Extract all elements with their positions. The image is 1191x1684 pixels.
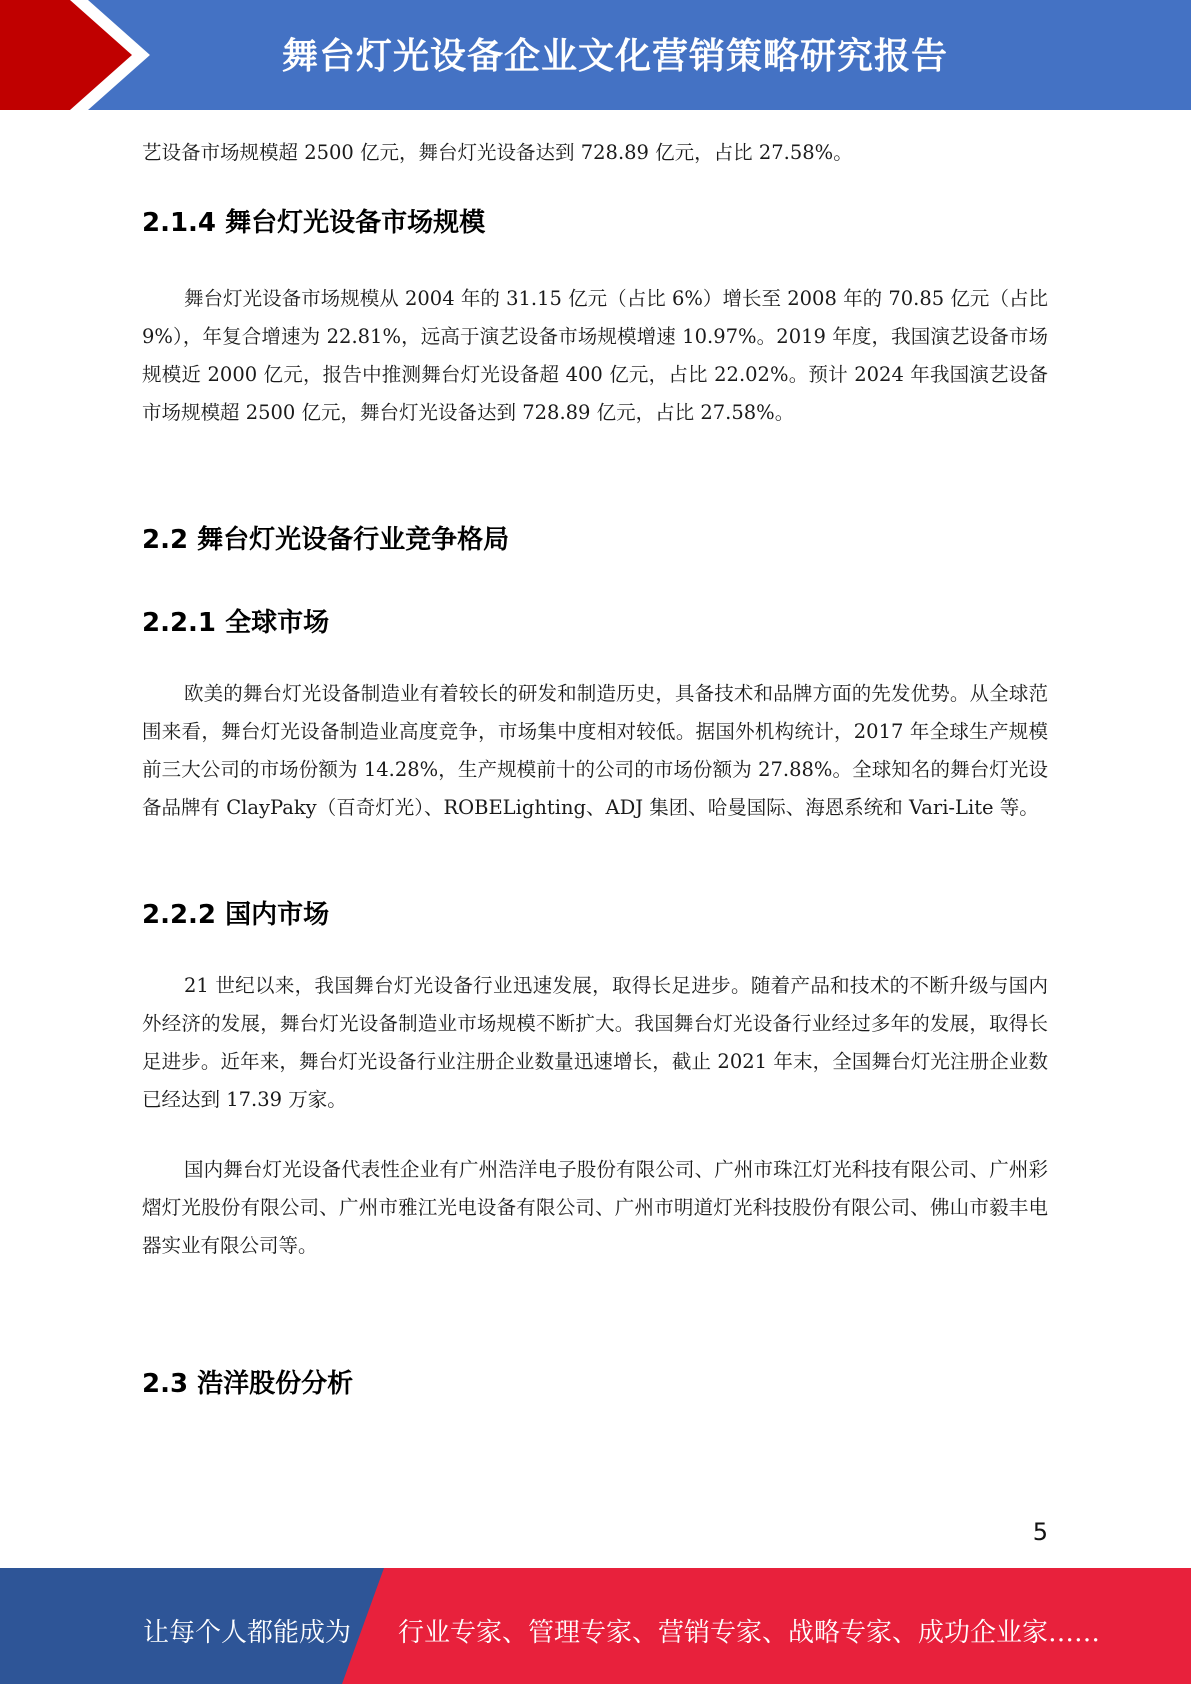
header-chevron-icon: [0, 0, 160, 110]
document-title: 舞台灯光设备企业文化营销策略研究报告: [282, 36, 949, 77]
page-header: [0, 0, 1191, 110]
footer-slogan-left: 让每个人都能成为: [143, 1618, 352, 1648]
paragraph-global-market: 欧美的舞台灯光设备制造业有着较长的研发和制造历史，具备技术和品牌方面的先发优势。从全球范围来看，舞台灯光设备制造业高度竞争，市场集中度相对较低。据国外机构统计，2017 年全球生产规模前三大公司的市场份额为 14.28%，生产规模前十的公司的市场份额为 27.88%。全球知名的舞台灯光设备品牌有 ClayPaky（百奇灯光）、ROBELighting、ADJ 集团、哈曼国际、海恩系统和 Vari-Lite 等。: [142, 682, 1048, 819]
continued-paragraph: 艺设备市场规模超 2500 亿元，舞台灯光设备达到 728.89 亿元，占比 27.58%。: [142, 141, 853, 164]
heading-2-2-1: 2.2.1 全球市场: [142, 608, 330, 638]
heading-2-3: 2.3 浩洋股份分析: [142, 1369, 354, 1399]
heading-2-1-4: 2.1.4 舞台灯光设备市场规模: [142, 208, 486, 238]
footer-slogan-right: 行业专家、管理专家、营销专家、战略专家、成功企业家……: [398, 1618, 1101, 1648]
page-number: 5: [1032, 1518, 1048, 1546]
paragraph-market-size: 舞台灯光设备市场规模从 2004 年的 31.15 亿元（占比 6%）增长至 2008 年的 70.85 亿元（占比 9%），年复合增速为 22.81%，远高于演艺设备市场规模增速 10.97%。2019 年度，我国演艺设备市场规模近 2000 亿元，报告中推测舞台灯光设备超 400 亿元，占比 22.02%。预计 2024 年我国演艺设备市场规模超 2500 亿元，舞台灯光设备达到 728.89 亿元，占比 27.58%。: [142, 287, 1048, 424]
paragraph-domestic-market: 21 世纪以来，我国舞台灯光设备行业迅速发展，取得长足进步。随着产品和技术的不断升级与国内外经济的发展，舞台灯光设备制造业市场规模不断扩大。我国舞台灯光设备行业经过多年的发展，取得长足进步。近年来，舞台灯光设备行业注册企业数量迅速增长，截止 2021 年末，全国舞台灯光注册企业数已经达到 17.39 万家。: [142, 974, 1048, 1111]
page-footer: [0, 1568, 1191, 1684]
heading-2-2: 2.2 舞台灯光设备行业竞争格局: [142, 525, 510, 555]
paragraph-representative-companies: 国内舞台灯光设备代表性企业有广州浩洋电子股份有限公司、广州市珠江灯光科技有限公司、广州彩熠灯光股份有限公司、广州市雅江光电设备有限公司、广州市明道灯光科技股份有限公司、佛山市毅丰电器实业有限公司等。: [142, 1158, 1048, 1257]
heading-2-2-2: 2.2.2 国内市场: [142, 900, 330, 930]
